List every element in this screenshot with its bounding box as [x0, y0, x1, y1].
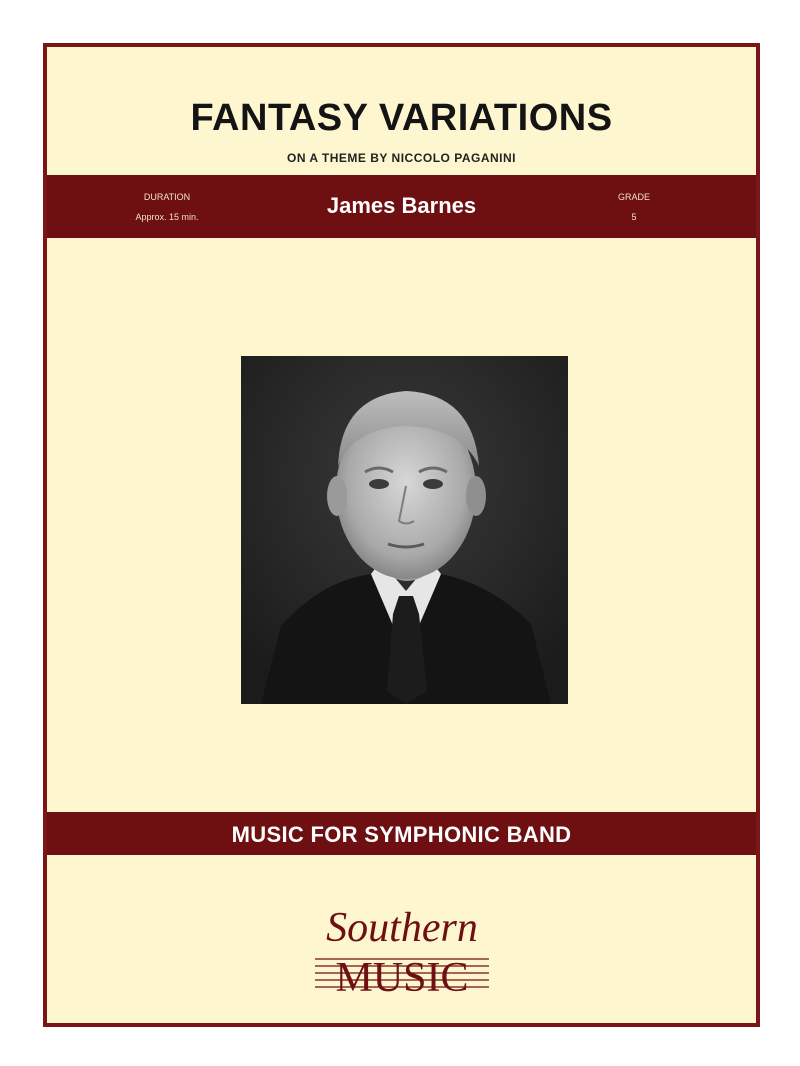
- cover-subtitle: ON A THEME BY NICCOLO PAGANINI: [286, 151, 516, 165]
- duration-value: Approx. 15 min.: [135, 212, 199, 222]
- logo-word-southern: Southern: [326, 905, 478, 951]
- cover-title: FANTASY VARIATIONS: [190, 97, 613, 139]
- score-cover: [43, 43, 760, 1027]
- grade-label: GRADE: [617, 192, 650, 202]
- series-label: MUSIC FOR SYMPHONIC BAND: [231, 822, 572, 847]
- grade-block: [599, 187, 669, 227]
- southern-music-logo: [297, 899, 507, 1009]
- portrait-image: [241, 356, 568, 704]
- grade-value: 5: [631, 212, 637, 222]
- composer-band: [47, 175, 756, 238]
- series-band: [47, 812, 756, 855]
- composer-name: James Barnes: [326, 193, 477, 218]
- duration-label: DURATION: [143, 192, 191, 202]
- composer-portrait: [241, 356, 568, 704]
- logo-word-music: MUSIC: [335, 955, 469, 1001]
